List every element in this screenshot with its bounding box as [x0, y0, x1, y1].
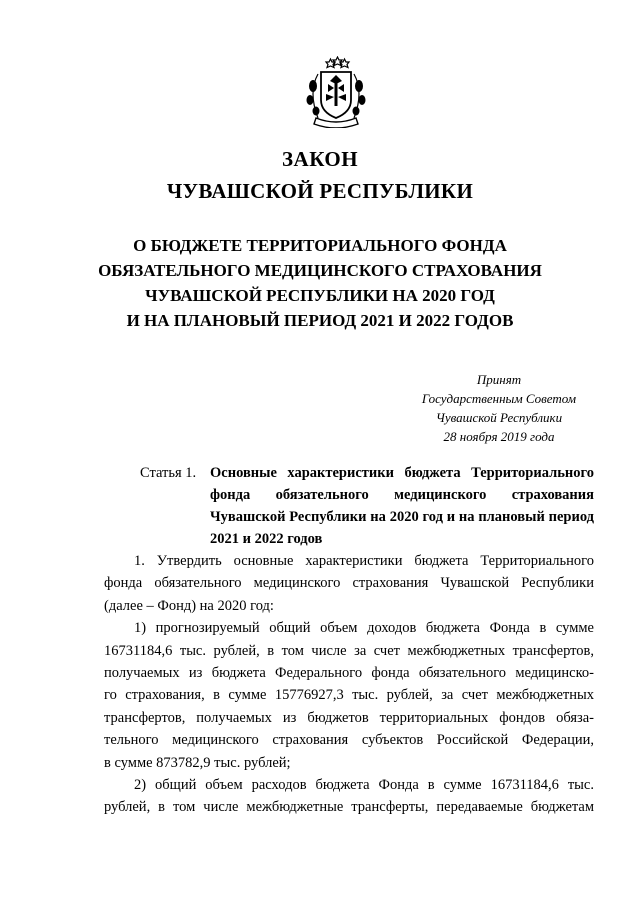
body-text-line: (далее – Фонд) на 2020 год:	[104, 597, 274, 614]
adoption-note-line: Чувашской Республики	[435, 410, 563, 425]
document-issuer: ЧУВАШСКОЙ РЕСПУБЛИКИ	[166, 179, 474, 203]
article-heading	[140, 462, 594, 550]
body-text-line: 1) прогнозируемый общий объем доходов бюджета Фонда в сумме	[134, 620, 594, 637]
law-title-line: И НА ПЛАНОВЫЙ ПЕРИОД 2021 И 2022 ГОДОВ	[126, 311, 514, 330]
body-text-line: рублей, в том числе межбюджетные трансферты, передаваемые бюджетам	[104, 799, 594, 816]
body-text-line: го страхования, в сумме 15776927,3 тыс. рублей, за счет межбюджетных	[104, 687, 594, 704]
adoption-date: 28 ноября 2019 года	[443, 429, 555, 444]
law-title	[0, 233, 640, 333]
body-text-line: тельного медицинского страхования субъектов Российской Федерации,	[104, 732, 594, 749]
adoption-note-line: Принят	[476, 372, 522, 387]
law-title-line: ОБЯЗАТЕЛЬНОГО МЕДИЦИНСКОГО СТРАХОВАНИЯ	[98, 261, 542, 280]
adoption-note	[404, 370, 594, 446]
body-text-line: фонда обязательного медицинского страхования Чувашской Республики	[104, 575, 594, 592]
article-number: Статья 1.	[140, 465, 197, 481]
body-text-line: в сумме 873782,9 тыс. рублей;	[104, 754, 291, 771]
body-text-line: получаемых из бюджета Федерального фонда обязательного медицинско-	[104, 665, 594, 682]
coat-of-arms-icon	[304, 56, 368, 128]
document-type: ЗАКОН	[281, 147, 359, 171]
body-text-line: трансфертов, получаемых из бюджетов территориальных фондов обяза-	[104, 709, 594, 726]
adoption-note-line: Государственным Советом	[421, 391, 577, 406]
body-text-line: 2) общий объем расходов бюджета Фонда в сумме 16731184,6 тыс.	[134, 777, 594, 794]
law-title-line: ЧУВАШСКОЙ РЕСПУБЛИКИ НА 2020 ГОД	[145, 286, 495, 305]
body-text-line: 1. Утвердить основные характеристики бюджета Территориального	[134, 553, 594, 569]
law-title-line: О БЮДЖЕТЕ ТЕРРИТОРИАЛЬНОГО ФОНДА	[133, 236, 507, 255]
body-text-line: 16731184,6 тыс. рублей, в том числе за счет межбюджетных трансфертов,	[104, 642, 594, 659]
article-title: Основные характеристики бюджета Территориального фонда обязательного медицинского страхования Чувашской Республики на 2020 год и на плановый период 2021 и 2022 годов	[210, 465, 594, 547]
article-body	[104, 550, 594, 819]
